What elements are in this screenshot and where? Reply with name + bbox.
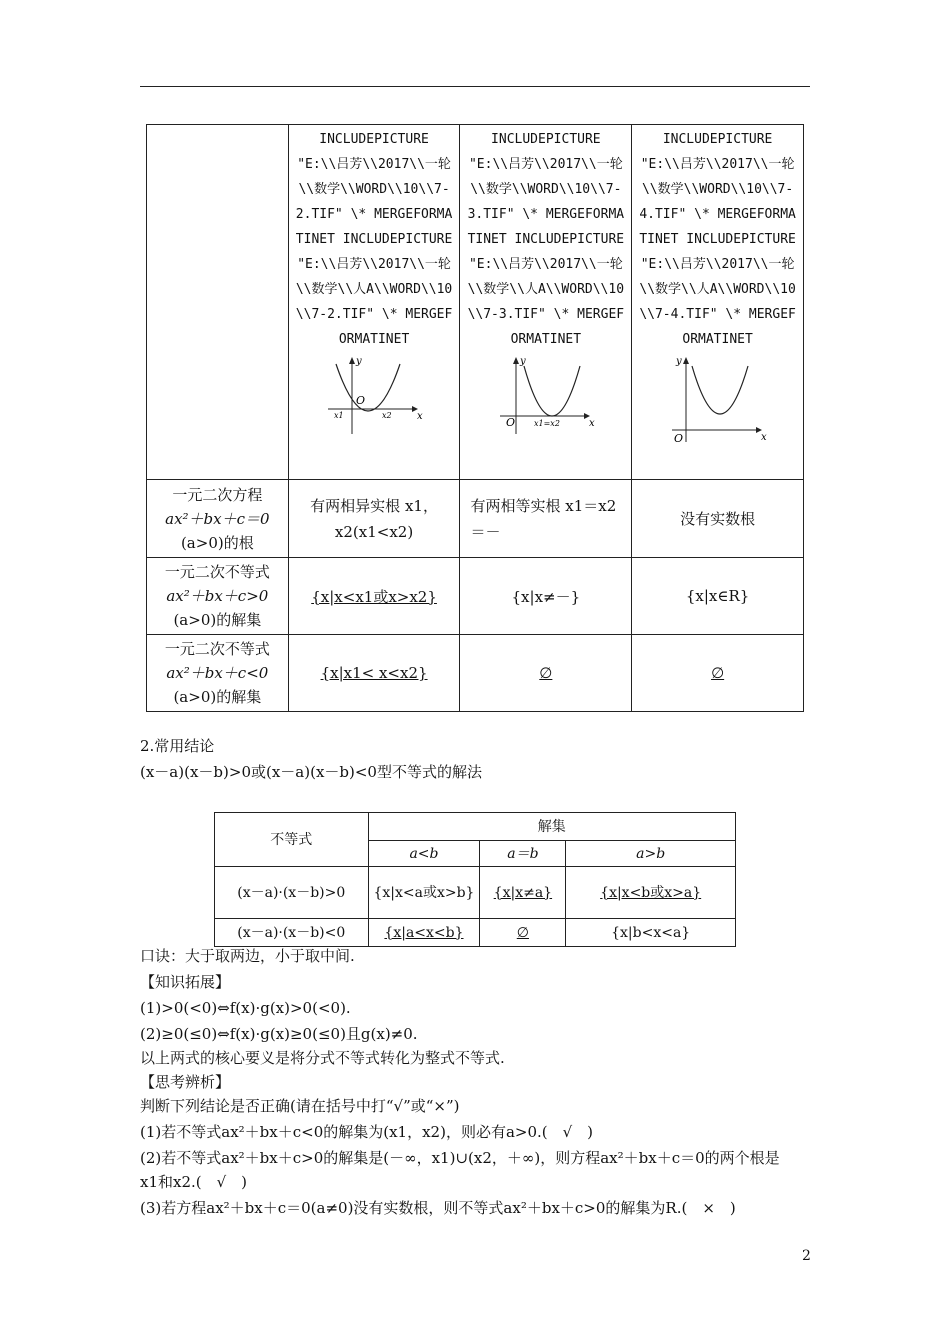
factored-inequality-table bbox=[214, 812, 736, 947]
judge-instruction: 判断下列结论是否正确(请在括号中打“√”或“×”) bbox=[140, 1097, 460, 1115]
cell-solution-except: {x|x≠－} bbox=[460, 558, 632, 635]
row-ineq-greater: (x－a)·(x－b)>0 bbox=[215, 867, 369, 919]
svg-text:O: O bbox=[505, 416, 515, 429]
svg-text:x: x bbox=[417, 411, 423, 422]
header-solution-set: 解集 bbox=[368, 813, 735, 841]
header-a-greater-b: a>b bbox=[566, 841, 736, 867]
knowledge-extension-title: 【知识拓展】 bbox=[140, 973, 231, 991]
cell-empty-set bbox=[460, 635, 632, 712]
svg-text:x: x bbox=[760, 432, 767, 443]
cell-no-real-roots: 没有实数根 bbox=[632, 480, 804, 558]
quadratic-summary-table bbox=[146, 124, 804, 712]
svg-text:x1=x2: x1=x2 bbox=[533, 419, 560, 428]
cell-solution-outside bbox=[288, 558, 460, 635]
empty-corner-cell bbox=[147, 125, 289, 480]
row-head-line: 一元二次不等式 bbox=[164, 563, 270, 581]
extension-item-1: (1)>0(<0)⇔f(x)·g(x)>0(<0). bbox=[140, 999, 351, 1017]
question-1: (1)若不等式ax²＋bx＋c<0的解集为(x1，x2)，则必有a>0.( √ ) bbox=[140, 1123, 594, 1141]
svg-text:O: O bbox=[673, 432, 683, 444]
svg-text:y: y bbox=[675, 356, 682, 367]
cell-solution bbox=[480, 919, 566, 947]
mnemonic: 口诀：大于取两边，小于取中间. bbox=[140, 947, 355, 965]
solution-set: {x|a<x<b} bbox=[384, 924, 464, 941]
solution-set: {x|x≠a} bbox=[493, 884, 553, 901]
header-inequality: 不等式 bbox=[215, 813, 369, 867]
parabola-two-roots-graph bbox=[324, 354, 424, 436]
field-code-text: INCLUDEPICTURE "E:\\吕芳\\2017\\一轮\\数学\\WORD\\10\\7-3.TIF" \* MERGEFORMATINET INCLUDEPICTURE "E:\\吕芳\\2017\\一轮\\数学\\人A\\WORD\\10\\7-3.TIF" \* MERGEFORMATINET bbox=[467, 132, 625, 347]
solution-set: {x|x1< x<x2} bbox=[320, 664, 428, 682]
solution-set: {x|x<b或x>a} bbox=[600, 884, 702, 901]
graph-cell-two-roots bbox=[288, 125, 460, 480]
row-head-roots bbox=[147, 480, 289, 558]
extension-item-2: (2)≥0(≤0)⇔f(x)·g(x)≥0(≤0)且g(x)≠0. bbox=[140, 1025, 418, 1043]
empty-set: ∅ bbox=[539, 664, 553, 682]
svg-text:x2: x2 bbox=[382, 411, 392, 420]
cell-solution: {x|b<x<a} bbox=[566, 919, 736, 947]
row-head-greater-solution bbox=[147, 558, 289, 635]
graph-cell-double-root bbox=[460, 125, 632, 480]
cell-solution bbox=[480, 867, 566, 919]
question-2-line-1: (2)若不等式ax²＋bx＋c>0的解集是(－∞，x1)∪(x2，＋∞)，则方程ax²＋bx＋c＝0的两个根是 bbox=[140, 1149, 780, 1167]
svg-text:y: y bbox=[519, 356, 526, 367]
parabola-no-root-graph bbox=[668, 354, 768, 444]
cell-empty-set bbox=[632, 635, 804, 712]
section-subtitle: (x－a)(x－b)>0或(x－a)(x－b)<0型不等式的解法 bbox=[140, 763, 482, 781]
section-title: 2.常用结论 bbox=[140, 737, 215, 755]
cell-solution: {x|x<a或x>b} bbox=[368, 867, 480, 919]
cell-solution bbox=[368, 919, 480, 947]
row-head-less-solution bbox=[147, 635, 289, 712]
cell-solution-all-reals: {x|x∈R} bbox=[632, 558, 804, 635]
cell-two-distinct-roots: 有两相异实根 x1，x2(x1<x2) bbox=[288, 480, 460, 558]
cell-solution bbox=[566, 867, 736, 919]
svg-text:O: O bbox=[356, 394, 366, 407]
header-rule bbox=[140, 86, 810, 87]
parabola-double-root-graph bbox=[496, 354, 596, 436]
row-head-line: ax²＋bx＋c<0 bbox=[166, 664, 269, 682]
question-3: (3)若方程ax²＋bx＋c＝0(a≠0)没有实数根，则不等式ax²＋bx＋c>0的解集为R.( × ) bbox=[140, 1199, 736, 1217]
row-head-line: 一元二次不等式 bbox=[164, 640, 270, 658]
field-code-text: INCLUDEPICTURE "E:\\吕芳\\2017\\一轮\\数学\\WORD\\10\\7-2.TIF" \* MERGEFORMATINET INCLUDEPICTURE "E:\\吕芳\\2017\\一轮\\数学\\人A\\WORD\\10\\7-2.TIF" \* MERGEFORMATINET bbox=[295, 132, 453, 347]
row-head-line: 一元二次方程 bbox=[172, 485, 263, 504]
page-number: 2 bbox=[802, 1248, 811, 1264]
row-head-line: ax²＋bx＋c>0 bbox=[166, 587, 269, 605]
field-code-text: INCLUDEPICTURE "E:\\吕芳\\2017\\一轮\\数学\\WORD\\10\\7-4.TIF" \* MERGEFORMATINET INCLUDEPICTURE "E:\\吕芳\\2017\\一轮\\数学\\人A\\WORD\\10\\7-4.TIF" \* MERGEFORMATINET bbox=[639, 132, 796, 347]
svg-text:x1: x1 bbox=[334, 411, 344, 420]
empty-set: ∅ bbox=[516, 924, 529, 941]
cell-solution-between bbox=[288, 635, 460, 712]
svg-text:x: x bbox=[588, 418, 595, 429]
row-head-line: ax²＋bx＋c＝0 bbox=[165, 509, 270, 528]
row-head-line: (a>0)的解集 bbox=[173, 611, 262, 629]
row-ineq-less: (x－a)·(x－b)<0 bbox=[215, 919, 369, 947]
question-2-line-2: x1和x2.( √ ) bbox=[140, 1173, 248, 1191]
think-discern-title: 【思考辨析】 bbox=[140, 1073, 231, 1091]
header-a-equal-b: a＝b bbox=[480, 841, 566, 867]
solution-set: {x|x<x1或x>x2} bbox=[311, 587, 437, 606]
row-head-line: (a>0)的根 bbox=[180, 533, 254, 552]
empty-set: ∅ bbox=[711, 664, 725, 682]
header-a-less-b: a<b bbox=[368, 841, 480, 867]
row-head-line: (a>0)的解集 bbox=[173, 688, 262, 706]
cell-equal-roots: 有两相等实根 x1＝x2＝－ bbox=[460, 480, 632, 558]
extension-note: 以上两式的核心要义是将分式不等式转化为整式不等式. bbox=[140, 1049, 505, 1067]
graph-cell-no-root bbox=[632, 125, 804, 480]
svg-text:y: y bbox=[356, 356, 362, 367]
